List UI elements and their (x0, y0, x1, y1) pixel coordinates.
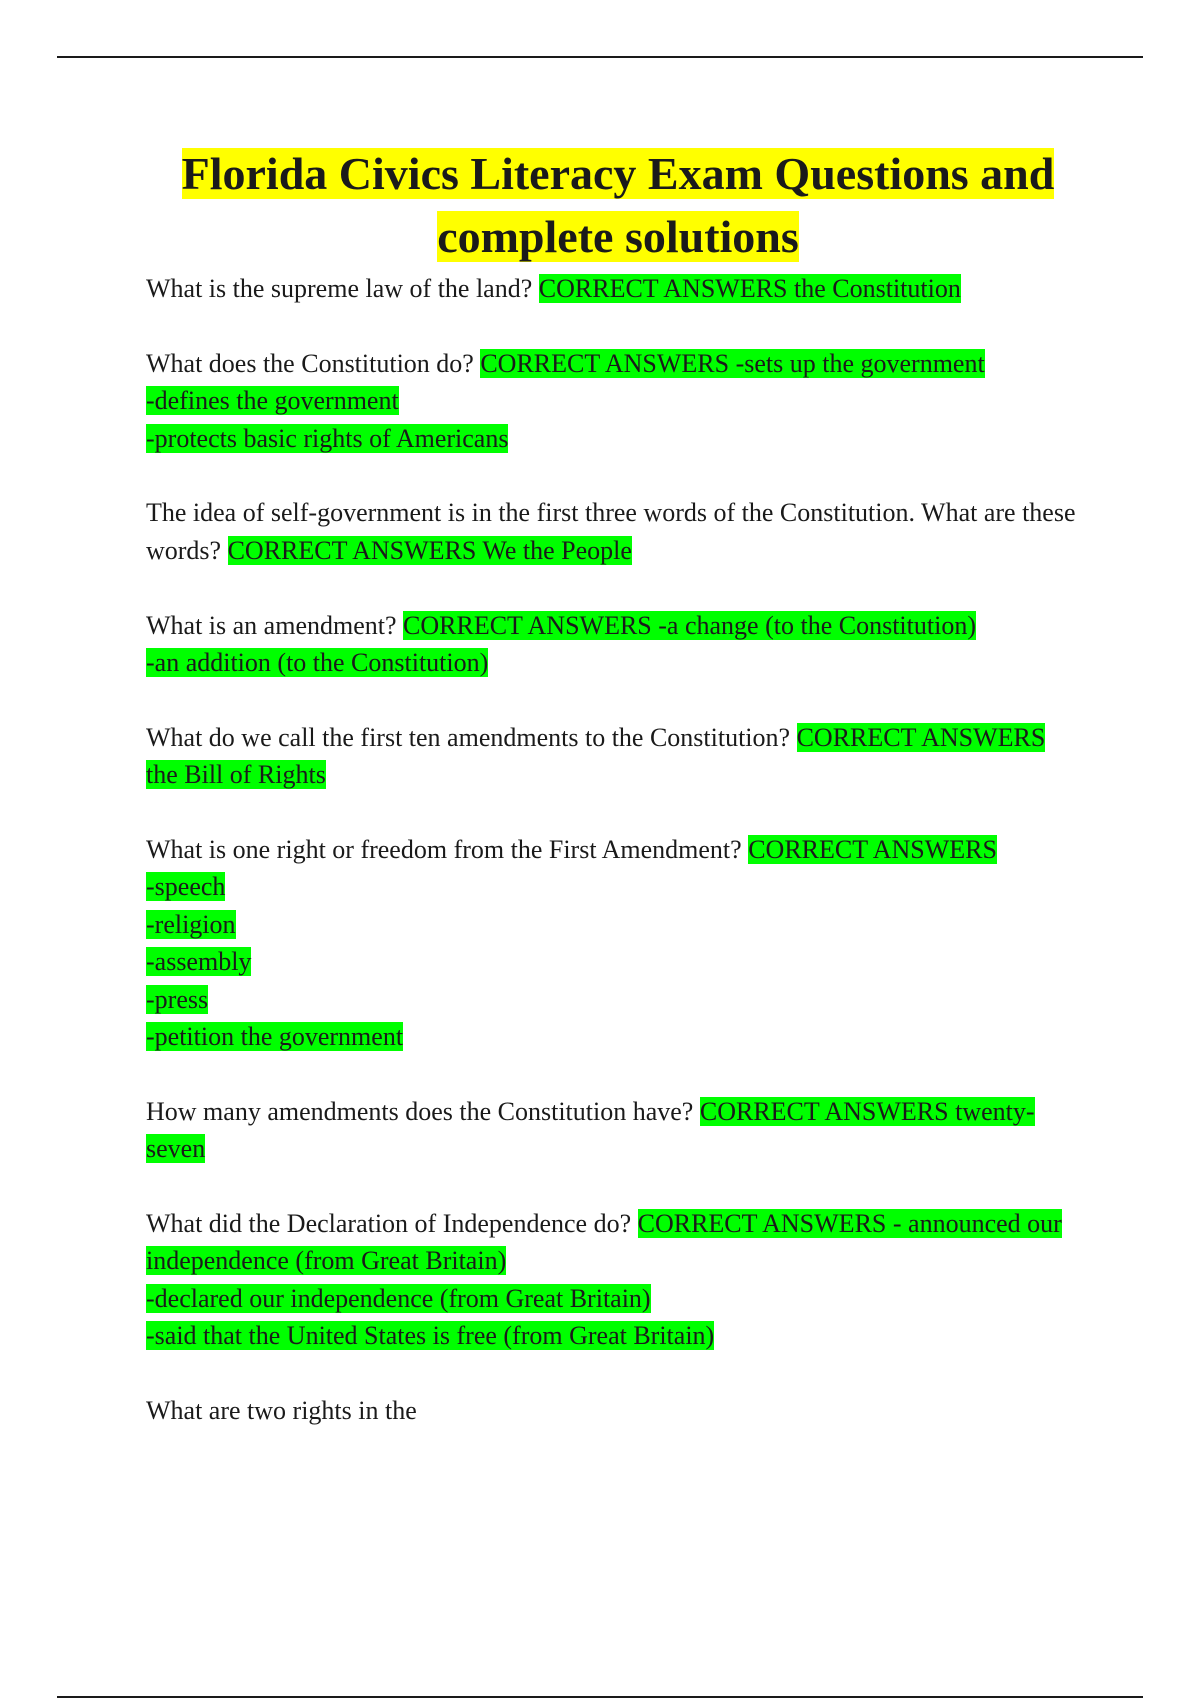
answer-text: CORRECT ANSWERS (748, 835, 997, 865)
answer-text: CORRECT ANSWERS the Constitution (538, 274, 961, 303)
answer-line: -religion (146, 909, 236, 939)
qa-item (146, 831, 1076, 1055)
qa-item (146, 494, 1076, 569)
answer-line: -press (146, 984, 209, 1014)
answer-line: -said that the United States is free (from Great Britain) (146, 1321, 715, 1351)
question-text: What did the Declaration of Independence do? (146, 1209, 632, 1239)
answer-text: CORRECT ANSWERS twenty-seven (146, 1096, 1035, 1164)
question-text: What is one right or freedom from the First Amendment? (146, 835, 742, 865)
answer-line: -speech (146, 872, 226, 902)
question-text: What are two rights in the (146, 1396, 417, 1426)
title-highlight: Florida Civics Literacy Exam Questions and complete solutions (181, 148, 1055, 262)
bottom-rule (57, 1696, 1143, 1698)
question-text: What is the supreme law of the land? (146, 274, 533, 303)
trailing-question (146, 1392, 1076, 1429)
qa-item (146, 607, 1076, 682)
answer-line: -petition the government (146, 1022, 404, 1052)
qa-item (146, 1205, 1076, 1355)
answer-line: -assembly (146, 947, 252, 977)
answer-text: CORRECT ANSWERS We the People (227, 535, 632, 565)
qa-item (146, 345, 1076, 457)
answer-line: -declared our independence (from Great Britain) (146, 1283, 651, 1313)
document-title (140, 142, 1096, 268)
answer-line: -protects basic rights of Americans (146, 423, 509, 453)
answer-line: -defines the government (146, 386, 399, 416)
answer-text: CORRECT ANSWERS - announced our independence (from Great Britain) (146, 1209, 1062, 1276)
answer-text: CORRECT ANSWERS -a change (to the Constitution) (403, 610, 976, 640)
question-text: What does the Constitution do? (146, 348, 474, 378)
qa-item (146, 719, 1076, 794)
qa-item (146, 1093, 1076, 1168)
qa-item (146, 270, 1076, 307)
answer-line: -an addition (to the Constitution) (146, 648, 489, 678)
qa-list (146, 270, 1076, 1467)
top-rule (57, 56, 1143, 58)
answer-text: CORRECT ANSWERS the Bill of Rights (146, 722, 1046, 790)
question-text: What is an amendment? (146, 610, 397, 640)
question-text: What do we call the first ten amendments to the Constitution? (146, 722, 791, 752)
question-text: How many amendments does the Constitution have? (146, 1096, 694, 1126)
answer-text: CORRECT ANSWERS -sets up the government (480, 348, 985, 378)
question-text: The idea of self-government is in the first three words of the Constitution. What are these words? (146, 498, 1076, 565)
